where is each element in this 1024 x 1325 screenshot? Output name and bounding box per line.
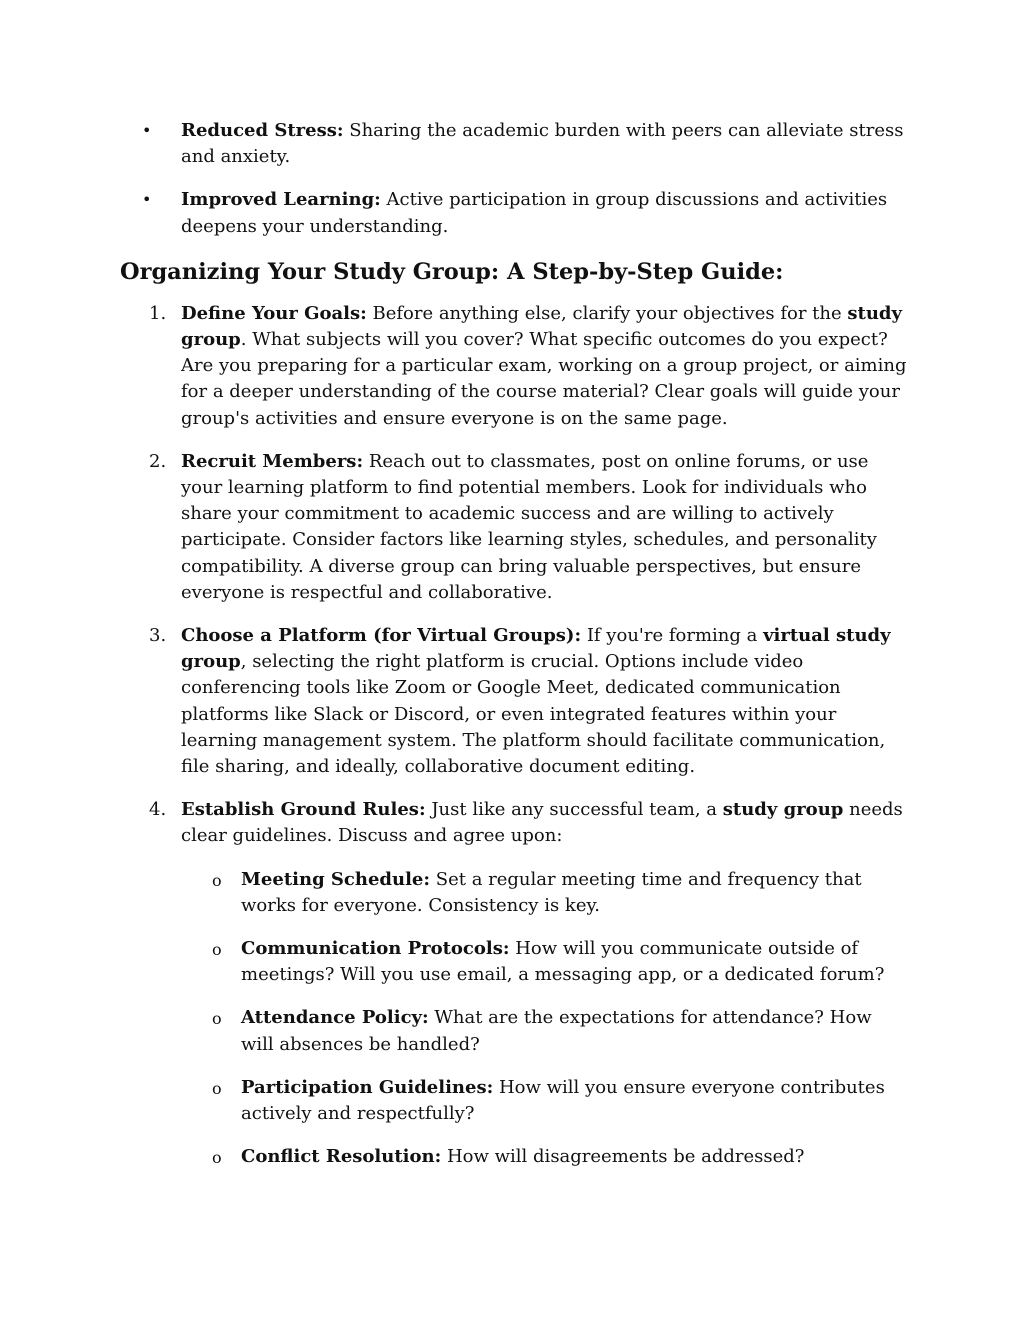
section-heading: Organizing Your Study Group: A Step-by-Step Guide: <box>120 258 784 285</box>
item-text: Sharing the academic burden with peers can alleviate stress and anxiety. <box>181 120 904 168</box>
step-number: 2. <box>149 450 167 472</box>
item-label: Reduced Stress: <box>181 120 344 141</box>
step-number: 3. <box>149 625 167 647</box>
circle-bullet-icon: o <box>212 1009 222 1029</box>
sub-item-label: Conflict Resolution: <box>241 1146 442 1168</box>
step-emphasis: virtual study group <box>181 625 891 673</box>
sub-item <box>181 1075 910 1127</box>
item-label: Improved Learning: <box>181 189 381 211</box>
circle-bullet-icon: o <box>212 870 222 890</box>
ground-rules-list <box>181 867 910 1171</box>
sub-item-text: Set a regular meeting time and frequency that works for everyone. Consistency is key. <box>241 868 862 916</box>
bullet-icon: • <box>142 121 152 140</box>
circle-bullet-icon: o <box>212 1148 222 1168</box>
step-item <box>120 797 910 1170</box>
sub-item-label: Meeting Schedule: <box>241 868 431 890</box>
step-label: Define Your Goals: <box>181 302 367 324</box>
sub-item-label: Communication Protocols: <box>241 938 510 960</box>
step-text: Before anything else, clarify your objectives for the <box>366 302 848 324</box>
sub-item-label: Participation Guidelines: <box>241 1076 494 1098</box>
sub-item <box>181 1144 910 1170</box>
sub-item <box>181 936 910 988</box>
steps-list <box>120 301 910 1171</box>
step-item <box>120 449 910 606</box>
document-content <box>120 118 910 1188</box>
step-number: 1. <box>149 302 167 324</box>
sub-item-text: How will you ensure everyone contributes actively and respectfully? <box>241 1076 885 1125</box>
step-number: 4. <box>149 799 167 821</box>
sub-item <box>181 1005 910 1057</box>
step-emphasis: study group <box>181 302 902 351</box>
sub-item-label: Attendance Policy: <box>241 1007 429 1029</box>
list-item <box>120 187 910 239</box>
sub-item <box>181 867 910 919</box>
step-text: Reach out to classmates, post on online forums, or use your learning platform to find potential members. Look for individuals who share your commitment to academic success and are willing to actively participate. Consider factors like learning styles, schedules, and personality compatibility. A diverse group can bring valuable perspectives, but ensure everyone is respectful and collaborative. <box>181 450 877 603</box>
step-emphasis: study group <box>722 799 844 821</box>
step-label: Establish Ground Rules: <box>181 799 426 821</box>
step-text: If you're forming a <box>581 625 764 647</box>
step-label: Recruit Members: <box>181 450 364 472</box>
item-text: Active participation in group discussions and activities deepens your understanding. <box>181 189 888 237</box>
sub-item-text: How will you communicate outside of meetings? Will you use email, a messaging app, or a dedicated forum? <box>241 938 885 986</box>
step-item <box>120 301 910 432</box>
step-text: Just like any successful team, a <box>425 799 723 821</box>
step-label: Choose a Platform (for Virtual Groups): <box>181 625 582 647</box>
step-text: . What subjects will you cover? What specific outcomes do you expect? Are you preparing for a particular exam, working on a group project, or aiming for a deeper understanding of the course material? Clear goals will guide your group's activities and ensure everyone is on the same page. <box>181 329 907 429</box>
sub-item-text: What are the expectations for attendance? How will absences be handled? <box>241 1007 872 1055</box>
step-text: needs clear guidelines. Discuss and agree upon: <box>181 799 903 847</box>
circle-bullet-icon: o <box>212 1078 222 1098</box>
benefits-list <box>120 118 910 240</box>
bullet-icon: • <box>142 190 152 210</box>
list-item <box>120 118 910 170</box>
step-item <box>120 623 910 780</box>
circle-bullet-icon: o <box>212 940 222 960</box>
step-text: , selecting the right platform is crucial. Options include video conferencing tools like Zoom or Google Meet, dedicated communication platforms like Slack or Discord, or even integrated features within your learning management system. The platform should facilitate communication, file sharing, and ideally, collaborative document editing. <box>181 651 886 778</box>
sub-item-text: How will disagreements be addressed? <box>441 1146 805 1168</box>
